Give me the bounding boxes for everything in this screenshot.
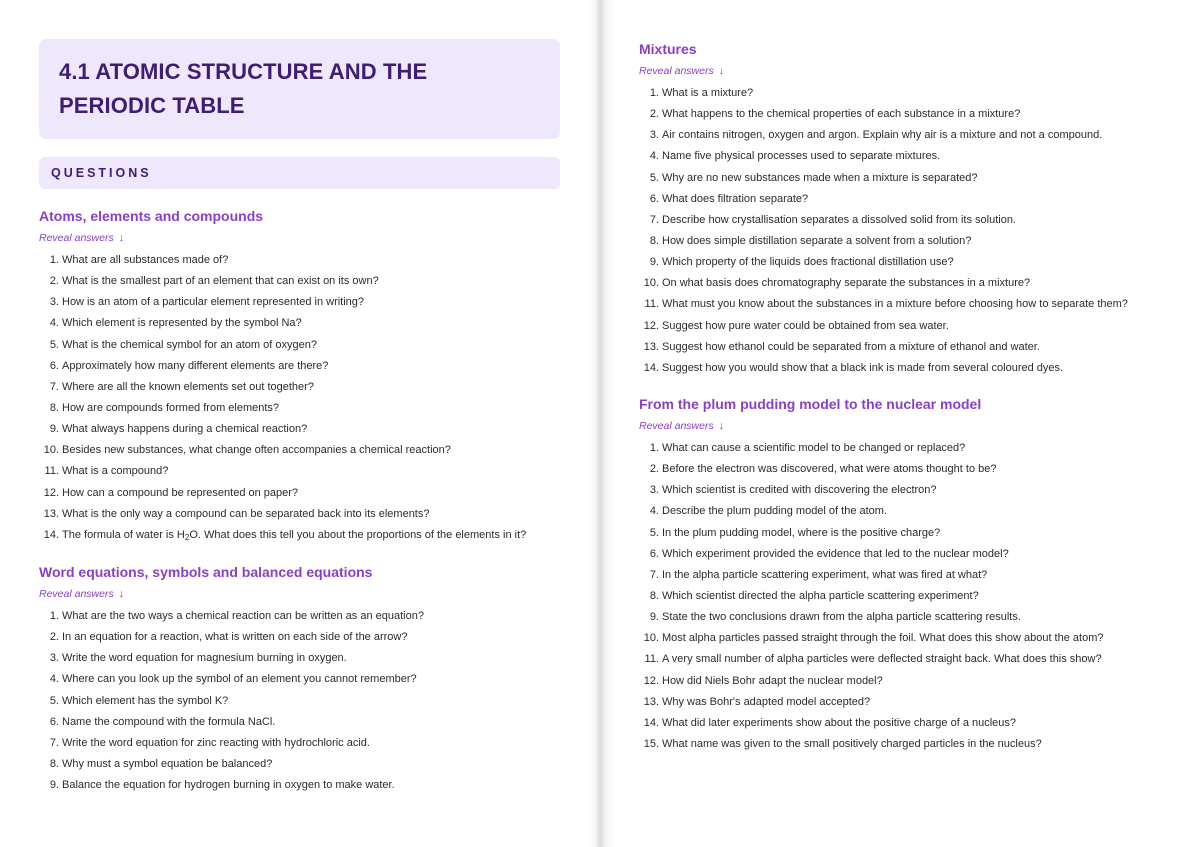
question-item: 14. Suggest how you would show that a black ink is made from several coloured dyes. [643, 361, 1064, 374]
section-heading: Mixtures [639, 41, 697, 57]
question-item: 2. In an equation for a reaction, what is written on each side of the arrow? [49, 631, 408, 644]
chapter-title-line-2: PERIODIC TABLE [59, 93, 245, 118]
chapter-title [59, 55, 540, 123]
reveal-answers-link[interactable] [639, 64, 1128, 78]
question-item: 9. State the two conclusions drawn from the alpha particle scattering results. [649, 611, 1021, 624]
question-item: 5. In the plum pudding model, where is the positive charge? [649, 526, 941, 539]
question-item: 1. What is a mixture? [649, 87, 754, 99]
section-heading: Word equations, symbols and balanced equations [39, 564, 373, 580]
question-item: 5. Which element has the symbol K? [49, 694, 229, 707]
section-mixtures [639, 40, 1128, 382]
right-page [598, 0, 1200, 847]
question-item: 11. What is a compound? [44, 465, 169, 478]
chapter-title-box [39, 39, 560, 139]
questions-banner [39, 157, 560, 189]
question-item: 9. Balance the equation for hydrogen burning in oxygen to make water. [49, 779, 395, 792]
section-plum-pudding-nuclear-model [639, 395, 1103, 758]
arrow-down-icon: ↓ [718, 420, 725, 432]
question-item: 11. What must you know about the substances in a mixture before choosing how to separate them? [644, 298, 1128, 311]
question-item: 7. Where are all the known elements set out together? [49, 380, 314, 393]
question-item: 12. Suggest how pure water could be obtained from sea water. [643, 319, 949, 332]
reveal-answers-link[interactable] [39, 231, 526, 245]
question-item: 8. How does simple distillation separate a solvent from a solution? [649, 234, 972, 247]
reveal-answers-label: Reveal answers [639, 65, 714, 77]
question-item: 8. Why must a symbol equation be balanced? [49, 757, 273, 770]
question-item: 6. Name the compound with the formula NaCl. [49, 715, 276, 728]
questions-label: QUESTIONS [51, 166, 152, 180]
question-item: 4. Name five physical processes used to separate mixtures. [649, 150, 941, 163]
section-word-equations [39, 563, 424, 799]
question-item: 7. Write the word equation for zinc reacting with hydrochloric acid. [49, 736, 370, 749]
question-item: 6. Approximately how many different elements are there? [49, 359, 329, 372]
question-item: 10. Besides new substances, what change often accompanies a chemical reaction? [43, 444, 451, 457]
question-item: 9. Which property of the liquids does fractional distillation use? [649, 256, 954, 269]
question-list [639, 86, 1128, 382]
question-item: 2. What is the smallest part of an element that can exist on its own? [49, 275, 379, 288]
subscript-2: 2 [184, 532, 190, 542]
question-item: 8. How are compounds formed from elements? [49, 401, 280, 414]
question-item: 2. Before the electron was discovered, what were atoms thought to be? [649, 463, 997, 476]
question-item: 12. How did Niels Bohr adapt the nuclear model? [643, 674, 883, 687]
reveal-answers-label: Reveal answers [639, 420, 714, 432]
question-item: 1. What are the two ways a chemical reaction can be written as an equation? [49, 610, 424, 622]
question-item: 12. How can a compound be represented on paper? [43, 486, 299, 499]
section-atoms-elements-compounds [39, 207, 526, 549]
reveal-answers-link[interactable] [39, 587, 424, 601]
question-item: 14. What did later experiments show about the positive charge of a nucleus? [643, 716, 1017, 729]
arrow-down-icon: ↓ [118, 588, 125, 600]
left-page [0, 0, 598, 847]
question-item: 9. What always happens during a chemical reaction? [49, 423, 308, 436]
question-item: 10. On what basis does chromatography separate the substances in a mixture? [643, 277, 1031, 290]
question-item: 3. How is an atom of a particular element represented in writing? [49, 296, 365, 309]
question-item: 3. Which scientist is credited with discovering the electron? [649, 484, 937, 497]
question-item: 1. What are all substances made of? [49, 254, 229, 266]
question-item: 10. Most alpha particles passed straight through the foil. What does this show about the atom? [643, 632, 1104, 645]
question-item: 8. Which scientist directed the alpha particle scattering experiment? [649, 589, 979, 602]
question-item: 4. Describe the plum pudding model of the atom. [649, 505, 888, 518]
question-item: 13. What is the only way a compound can be separated back into its elements? [43, 507, 430, 520]
question-item: 14. The formula of water is $H_2O$. What does this tell you about the proportions of the elements in it? [43, 528, 527, 542]
question-item: 6. Which experiment provided the evidence that led to the nuclear model? [649, 547, 1009, 560]
arrow-down-icon: ↓ [118, 232, 125, 244]
question-item: 13. Why was Bohr's adapted model accepted? [643, 695, 871, 708]
question-list [39, 609, 424, 799]
question-item: 15. What name was given to the small positively charged particles in the nucleus? [643, 737, 1042, 750]
section-heading: Atoms, elements and compounds [39, 208, 264, 224]
question-item: 5. Why are no new substances made when a mixture is separated? [649, 171, 978, 184]
reveal-answers-link[interactable] [639, 419, 1103, 433]
question-item: 13. Suggest how ethanol could be separated from a mixture of ethanol and water. [643, 340, 1040, 353]
question-item: 5. What is the chemical symbol for an atom of oxygen? [49, 338, 317, 351]
question-item: 6. What does filtration separate? [649, 192, 809, 205]
question-item: 4. Where can you look up the symbol of an element you cannot remember? [49, 673, 417, 686]
question-item: 1. What can cause a scientific model to be changed or replaced? [649, 442, 966, 454]
reveal-answers-label: Reveal answers [39, 588, 114, 600]
question-item: 2. What happens to the chemical properties of each substance in a mixture? [649, 108, 1021, 121]
question-item: 3. Air contains nitrogen, oxygen and argon. Explain why air is a mixture and not a compound. [649, 129, 1103, 142]
question-item: 3. Write the word equation for magnesium burning in oxygen. [49, 652, 347, 665]
question-list [39, 253, 526, 549]
question-item: 7. Describe how crystallisation separates a dissolved solid from its solution. [649, 213, 1016, 226]
question-item: 11. A very small number of alpha particles were deflected straight back. What does this show? [644, 653, 1102, 666]
question-list [639, 441, 1103, 758]
question-item: 7. In the alpha particle scattering experiment, what was fired at what? [649, 568, 988, 581]
question-item: 4. Which element is represented by the symbol Na? [49, 317, 302, 330]
reveal-answers-label: Reveal answers [39, 232, 114, 244]
arrow-down-icon: ↓ [718, 65, 725, 77]
chapter-title-line-1: 4.1 ATOMIC STRUCTURE AND THE [59, 59, 428, 84]
section-heading: From the plum pudding model to the nuclear model [639, 396, 982, 412]
